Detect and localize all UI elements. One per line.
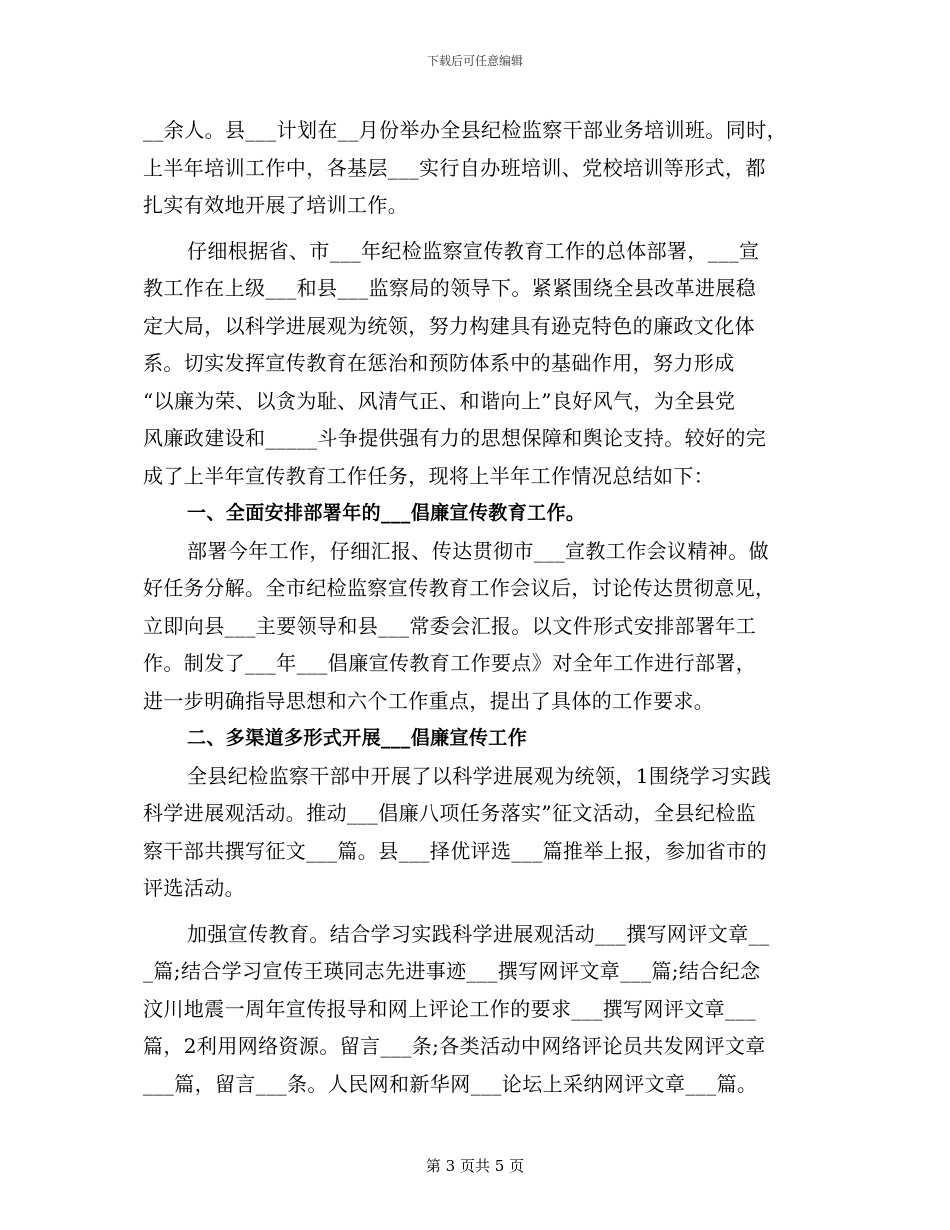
document-body (143, 112, 818, 1103)
text-line: 部署今年工作，仔细汇报、传达贯彻市___宣教工作会议精神。做 (187, 538, 769, 563)
text-line: 篇，2利用网络资源。留言___条;各类活动中网络评论员共发网评文章 (143, 1034, 766, 1058)
text-line: 加强宣传教育。结合学习实践科学进展观活动___撰写网评文章__ (187, 921, 770, 946)
page-footer: 第 3 页共 5 页 (425, 1157, 525, 1175)
text-line: 仔细根据省、市___年纪检监察宣传教育工作的总体部署，___宣 (187, 238, 760, 263)
text-line: 作。制发了___年___倡廉宣传教育工作要点》对全年工作进行部署， (143, 651, 757, 675)
text-line: 科学进展观活动。推动___倡廉八项任务落实”征文活动，全县纪检监 (143, 801, 757, 825)
text-line: 扎实有效地开展了培训工作。 (143, 193, 409, 217)
text-line: 教工作在上级___和县___监察局的领导下。紧紧围绕全县改革进展稳 (143, 276, 757, 300)
text-line: 立即向县___主要领导和县___常委会汇报。以文件形式安排部署年工 (143, 613, 757, 638)
text-line: _篇;结合学习宣传王瑛同志先进事迹___撰写网评文章___篇;结合纪念 (143, 959, 761, 983)
text-line: 汶川地震一周年宣传报导和网上评论工作的要求___撰写网评文章___ (143, 996, 757, 1021)
text-line: 进一步明确指导思想和六个工作重点，提出了具体的工作要求。 (143, 688, 715, 713)
text-line: 风廉政建设和_____斗争提供强有力的思想保障和舆论支持。较好的完 (143, 426, 767, 450)
text-line: 定大局，以科学进展观为统领，努力构建具有逊克特色的廉政文化体 (143, 313, 755, 338)
text-line: 察干部共撰写征文___篇。县___择优评选___篇推举上报，参加省市的 (143, 838, 767, 863)
text-line: 评选活动。 (143, 876, 245, 900)
text-line: 上半年培训工作中，各基层___实行自办班培训、党校培训等形式，都 (143, 155, 766, 180)
section-heading-1: 一、全面安排部署年的___倡廉宣传教育工作。 (187, 502, 586, 524)
text-line: ___篇，留言___条。人民网和新华网___论坛上采纳网评文章___篇。 (143, 1071, 758, 1096)
text-line: “以廉为荣、以贪为耻、风清气正、和谐向上”良好风气，为全县党 (143, 388, 736, 413)
section-heading-2: 二、多渠道多形式开展___倡廉宣传工作 (187, 727, 528, 749)
text-line: 成了上半年宣传教育工作任务，现将上半年工作情况总结如下： (143, 463, 715, 488)
text-line: __余人。县___计划在__月份举办全县纪检监察干部业务培训班。同时， (143, 118, 787, 142)
text-line: 系。切实发挥宣传教育在惩治和预防体系中的基础作用，努力形成 (143, 351, 735, 375)
text-line: 全县纪检监察干部中开展了以科学进展观为统领，1围绕学习实践 (187, 763, 772, 788)
page-header: 下载后可任意编辑 (426, 54, 523, 68)
text-line: 好任务分解。全市纪检监察宣传教育工作会议后，讨论传达贯彻意见， (143, 576, 776, 600)
